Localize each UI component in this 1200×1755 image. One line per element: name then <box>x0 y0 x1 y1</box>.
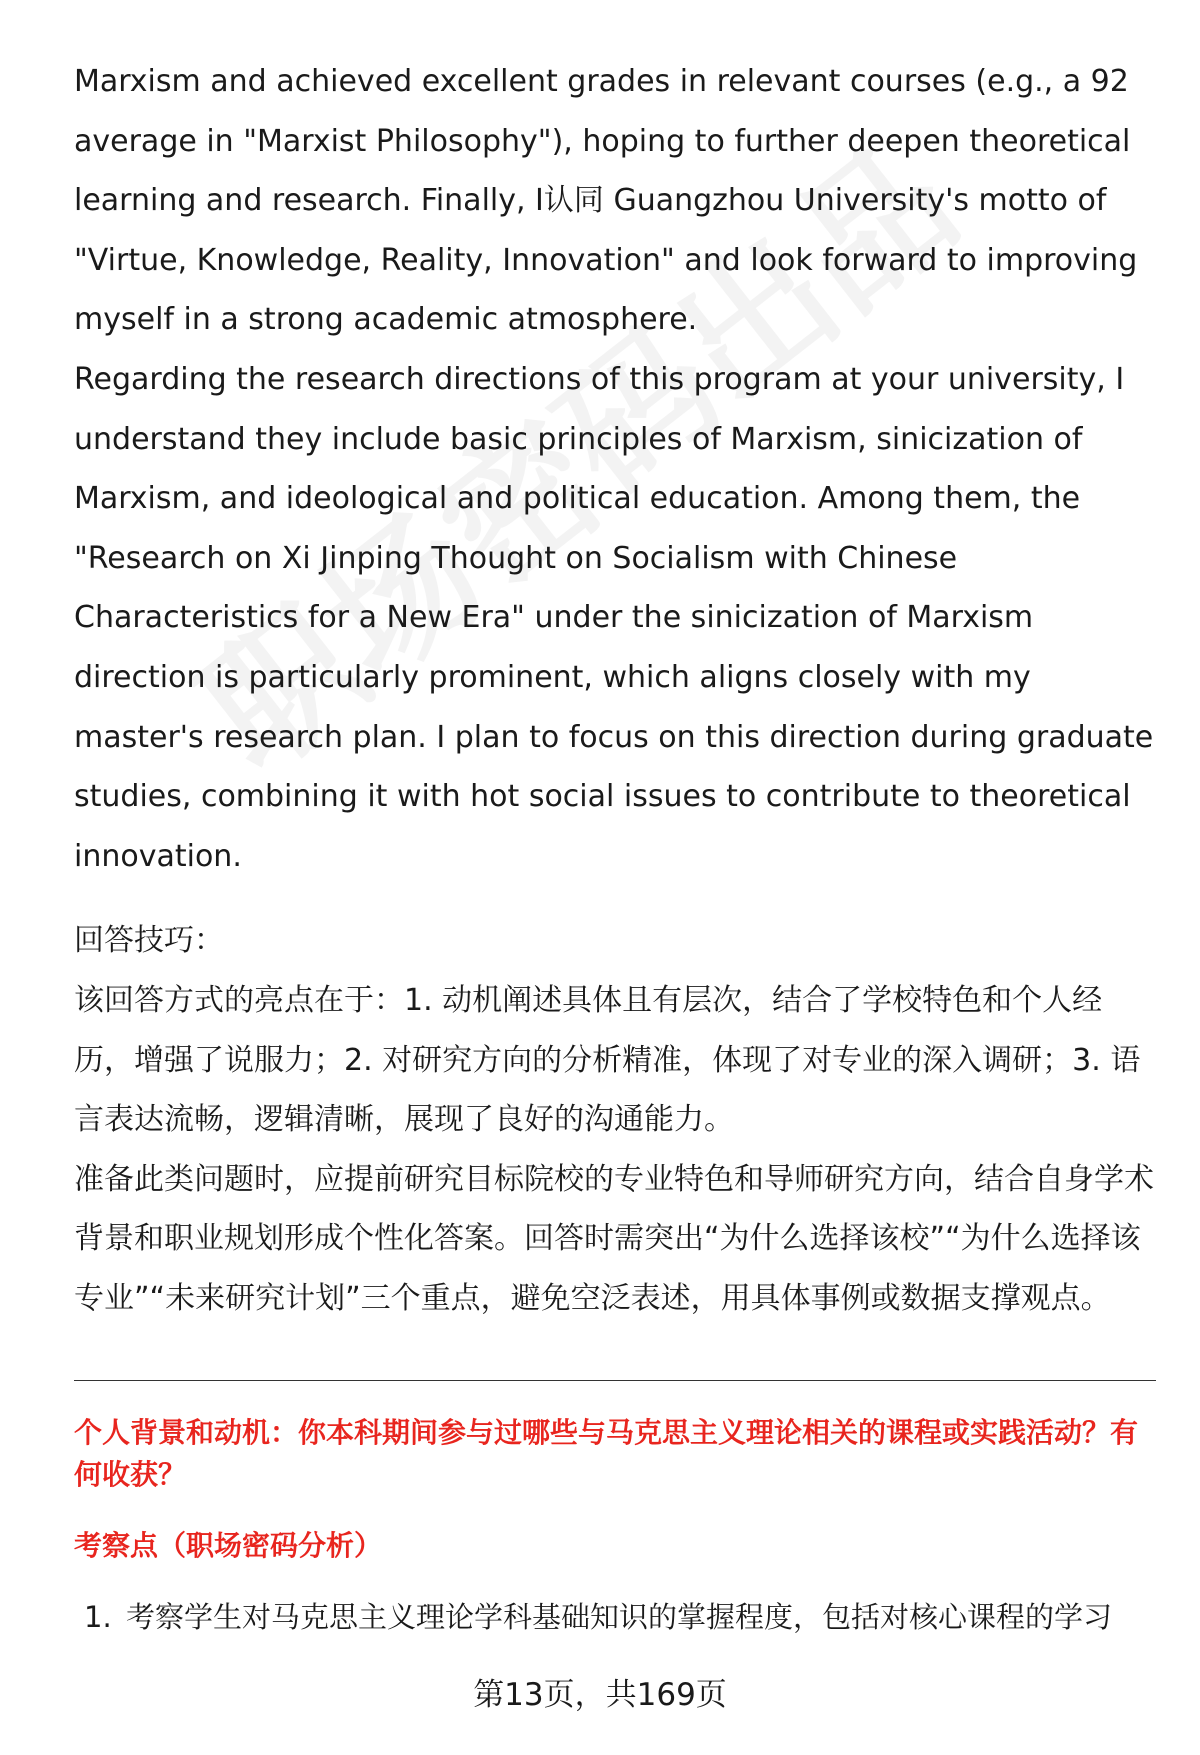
question-heading: 个人背景和动机：你本科期间参与过哪些与马克思主义理论相关的课程或实践活动？有何收获？ <box>74 1416 1139 1491</box>
tips-paragraph-2: 准备此类问题时，应提前研究目标院校的专业特色和导师研究方向，结合自身学术背景和职业规划形成个性化答案。回答时需突出“为什么选择该校”“为什么选择该专业”“未来研究计划”三个重点，避免空泛表述，用具体事例或数据支撑观点。 <box>74 1161 1154 1316</box>
answer-paragraph-2: Regarding the research directions of this program at your university, I understand they include basic principles of Marxism, sinicization of Marxism, and ideological and political education. Among them, the "Research on Xi Jinping Thought on Socialism with Chinese Characteristics for a New Era" under the sinicization of Marxism direction is particularly prominent, which aligns closely with my master's research plan. I plan to focus on this direction during graduate studies, combining it with hot social issues to contribute to theoretical innovation. <box>74 361 1154 874</box>
answer-paragraph-1: Marxism and achieved excellent grades in relevant courses (e.g., a 92 average in "Marxist Philosophy"), hoping to further deepen theoretical learning and research. Finally, I认同 Guangzhou University's motto of "Virtue, Knowledge, Reality, Innovation" and look forward to improving myself in a strong academic atmosphere. <box>74 64 1138 338</box>
divider <box>74 1380 1156 1381</box>
main-content <box>74 52 1154 1328</box>
list-item <box>84 1595 1154 1639</box>
tips-paragraph-1: 该回答方式的亮点在于：1. 动机阐述具体且有层次，结合了学校特色和个人经历，增强了说服力；2. 对研究方向的分析精准，体现了对专业的深入调研；3. 语言表达流畅，逻辑清晰，展现了良好的沟通能力。 <box>74 982 1141 1138</box>
page-footer: 第13页，共169页 <box>473 1677 727 1713</box>
list-item-text: 考察学生对马克思主义理论学科基础知识的掌握程度，包括对核心课程的学习 <box>126 1600 1113 1634</box>
section-title: 考察点（职场密码分析） <box>74 1529 383 1562</box>
tips-heading: 回答技巧： <box>74 923 224 959</box>
list-item-number: 1. <box>84 1600 112 1634</box>
